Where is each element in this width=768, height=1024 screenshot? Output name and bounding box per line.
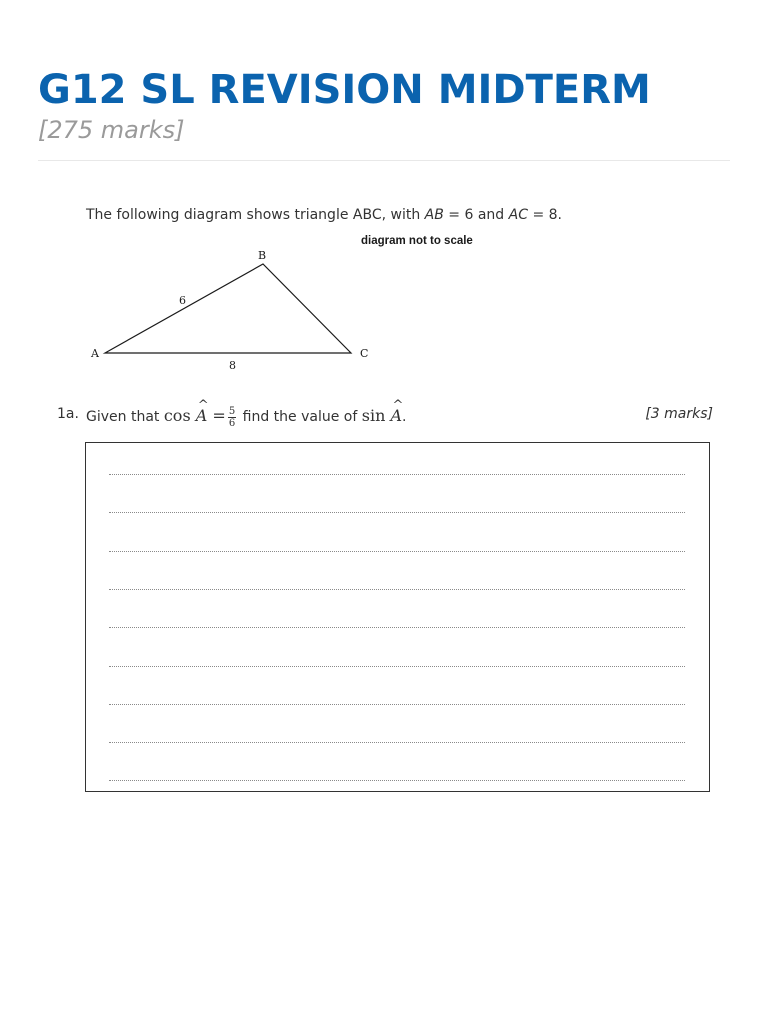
answer-line [109,474,685,475]
answer-line [109,551,685,552]
cos-expression [164,406,226,425]
side-ab-length: 6 [179,294,186,307]
answer-line [109,666,685,667]
intro-text: The following diagram shows triangle ABC, with [86,207,425,223]
triangle-abc [105,264,351,353]
answer-line [109,627,685,628]
vertex-b-label: B [258,249,267,262]
ac-label: AC [508,207,528,223]
vertex-c-label: C [360,347,369,360]
answer-line [109,512,685,513]
answer-line [109,742,685,743]
vertex-a-label: A [91,347,99,360]
ab-label: AB [424,207,444,223]
angle-a-hat-sin: ^ A [390,403,402,429]
cos-function: cos [163,406,191,425]
fraction-five-sixths [228,406,236,429]
question-text-end: . [402,409,407,425]
ab-equation: = 6 and [443,207,509,223]
total-marks: [275 marks] [38,116,185,144]
sin-expression [362,406,402,425]
question-text-middle: find the value of [238,409,362,425]
question-text-start: Given that [86,409,164,425]
ac-equation: = 8. [528,207,562,223]
answer-line [109,589,685,590]
question-marks: [3 marks] [645,406,713,422]
header-divider [38,160,730,161]
question-number: 1a. [57,406,79,422]
diagram-note: diagram not to scale [361,235,473,247]
fraction-numerator: 5 [228,405,236,417]
equals-sign: = [212,406,226,425]
answer-line [109,780,685,781]
sin-function: sin [361,406,386,425]
triangle-diagram [80,242,380,378]
answer-line [109,704,685,705]
question-intro [86,206,562,224]
side-ac-length: 8 [229,359,236,372]
question-text [86,403,406,430]
fraction-denominator: 6 [228,417,236,429]
page-title: G12 SL REVISION MIDTERM [38,67,651,113]
angle-a-hat: ^ A [196,403,208,429]
answer-box[interactable] [85,442,710,792]
